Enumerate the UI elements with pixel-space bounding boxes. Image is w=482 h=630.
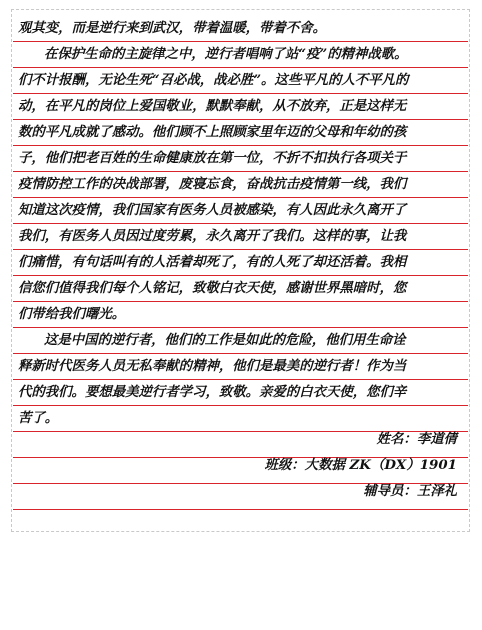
- signature-class: 班级：大数据 ZK（DX）1901: [264, 457, 457, 473]
- text-line: 子，他们把老百姓的生命健康放在第一位，不折不扣执行各项关于: [18, 150, 407, 166]
- text-line: 观其变，而是逆行来到武汉，带着温暖，带着不舍。: [18, 20, 326, 36]
- text-line: 在保护生命的主旋律之中，逆行者唱响了站“疫”的精神战歌。: [44, 46, 408, 62]
- text-line: 们不计报酬，无论生死“召必战，战必胜”。这些平凡的人不平凡的: [18, 72, 409, 88]
- text-line: 我们，有医务人员因过度劳累，永久离开了我们。这样的事，让我: [18, 228, 407, 244]
- text-line: 们带给我们曙光。: [18, 306, 126, 322]
- rule-line: [13, 509, 468, 510]
- text-line: 苦了。: [18, 410, 59, 426]
- text-line: 数的平凡成就了感动。他们顾不上照顾家里年迈的父母和年幼的孩: [18, 124, 407, 140]
- text-line: 知道这次疫情，我们国家有医务人员被感染，有人因此永久离开了: [18, 202, 407, 218]
- text-line: 释新时代医务人员无私奉献的精神，他们是最美的逆行者！作为当: [18, 358, 407, 374]
- signature-advisor: 辅导员：王泽礼: [363, 483, 457, 499]
- text-line: 这是中国的逆行者，他们的工作是如此的危险，他们用生命诠: [44, 332, 406, 348]
- signature-name: 姓名：李道倩: [376, 431, 457, 447]
- text-line: 信您们值得我们每个人铭记，致敬白衣天使，感谢世界黑暗时，您: [18, 280, 407, 296]
- text-line: 们痛惜，有句话叫有的人活着却死了，有的人死了却还活着。我相: [18, 254, 407, 270]
- text-line: 疫情防控工作的决战部署，废寝忘食，奋战抗击疫情第一线，我们: [18, 176, 407, 192]
- text-line: 代的我们。要想最美逆行者学习，致敬。亲爱的白衣天使，您们辛: [18, 384, 407, 400]
- text-line: 动，在平凡的岗位上爱国敬业，默默奉献，从不放弃，正是这样无: [18, 98, 407, 114]
- essay-sheet: [11, 9, 470, 532]
